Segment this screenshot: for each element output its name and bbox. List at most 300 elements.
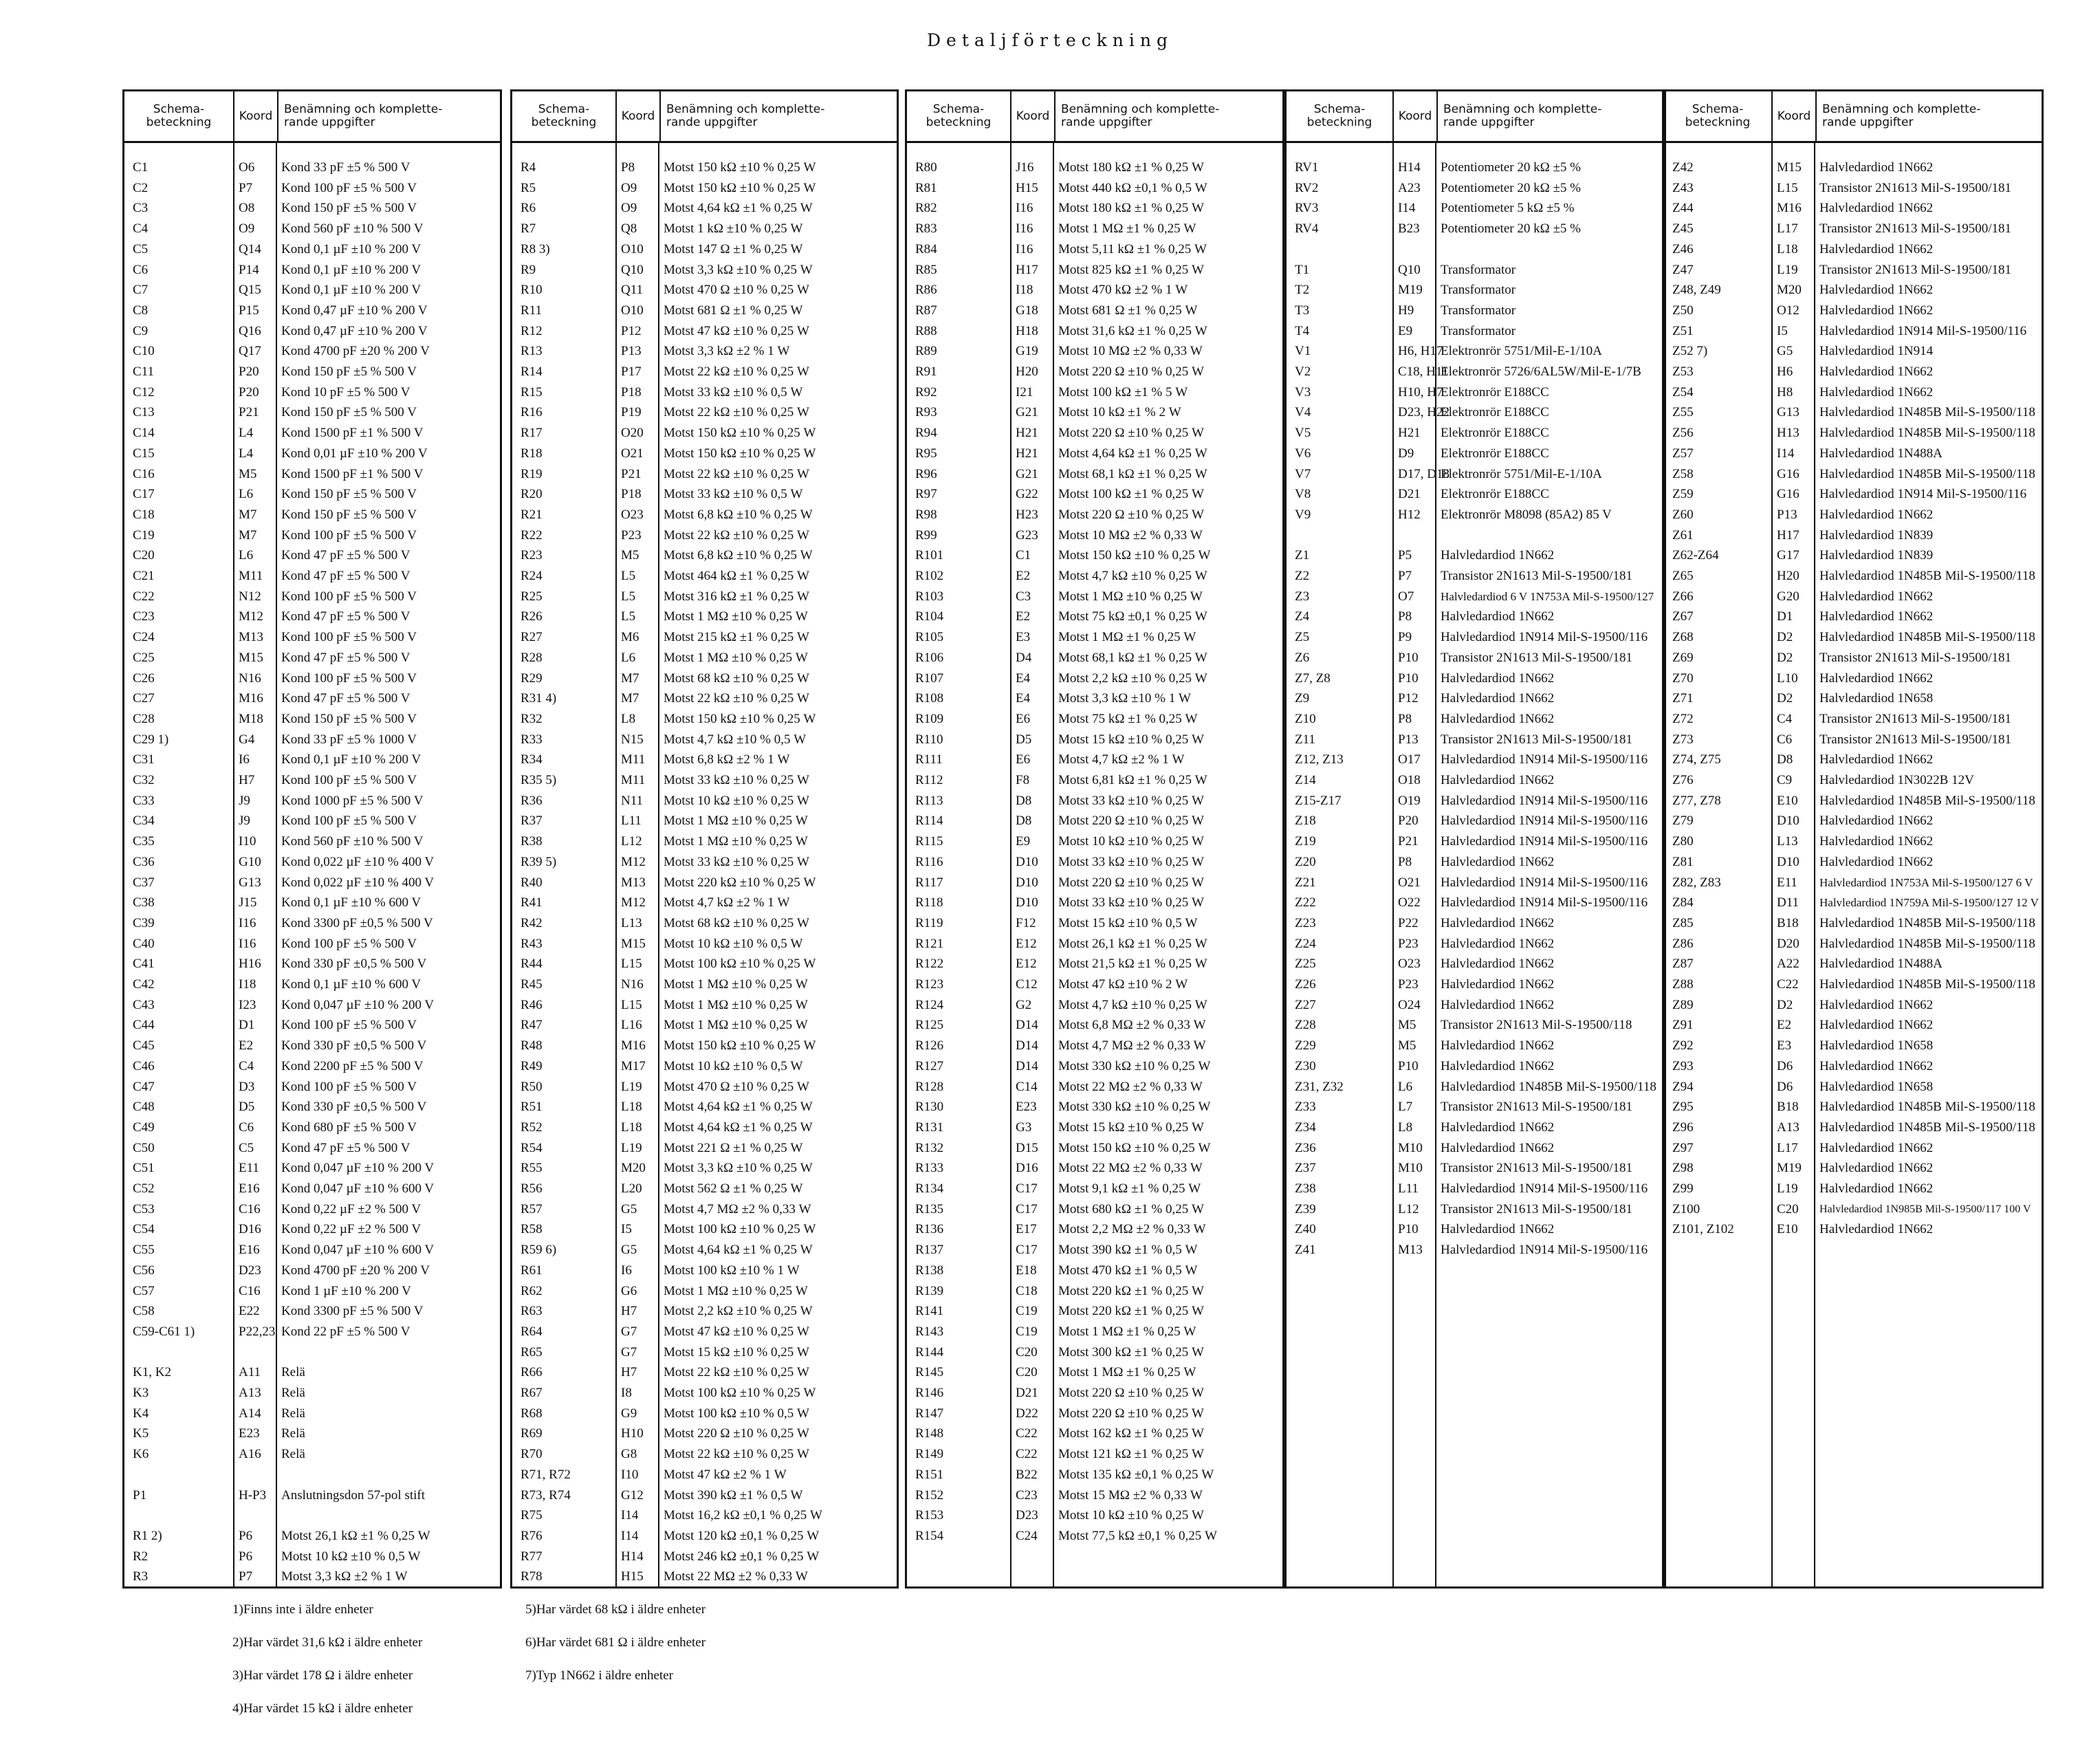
table-row [512, 1404, 897, 1423]
table-header [124, 91, 500, 143]
coord-cell: L15 [621, 997, 642, 1012]
coord-cell: C6 [239, 1120, 254, 1135]
designation-cell: R33 [521, 732, 543, 747]
description-cell: Halvledardiod 1N914 Mil-S-19500/116 [1819, 323, 2027, 338]
table-row [907, 1261, 1282, 1280]
table-row [124, 1465, 500, 1485]
table-row [512, 1097, 897, 1117]
coord-cell: J9 [239, 793, 250, 808]
designation-cell: R94 [915, 426, 937, 441]
description-cell: Halvledardiod 1N662 [1819, 609, 1934, 624]
designation-cell: Z56 [1672, 426, 1694, 441]
coord-cell: B23 [1398, 221, 1420, 237]
coord-cell: M11 [239, 569, 263, 583]
table-row [512, 770, 897, 790]
description-cell: Kond 100 pF ±5 % 500 V [281, 670, 417, 686]
table-row [512, 1138, 897, 1158]
designation-cell: C37 [133, 875, 155, 890]
description-cell: Motst 22 kΩ ±10 % 0,25 W [664, 1365, 809, 1380]
table-row [1287, 219, 1664, 239]
description-cell: Transistor 2N1613 Mil-S-19500/181 [1819, 711, 2012, 726]
coord-cell: D22 [1016, 1406, 1038, 1421]
description-cell: Motst 33 kΩ ±10 % 0,25 W [1058, 793, 1204, 808]
description-cell: Transistor 2N1613 Mil-S-19500/181 [1819, 262, 2012, 277]
designation-cell: T4 [1295, 323, 1310, 338]
description-cell: Motst 1 kΩ ±10 % 0,25 W [664, 221, 803, 237]
table-row [124, 1526, 500, 1546]
coord-cell: D1 [239, 1018, 255, 1033]
table-row [512, 1179, 897, 1199]
coord-cell: D5 [1016, 732, 1032, 747]
designation-cell: R119 [915, 915, 943, 930]
designation-cell: V7 [1295, 466, 1311, 481]
table-row [124, 545, 500, 565]
coord-cell: L13 [621, 915, 642, 930]
description-cell: Motst 75 kΩ ±0,1 % 0,25 W [1058, 609, 1207, 624]
table-row [907, 1036, 1282, 1056]
designation-cell: R115 [915, 834, 943, 849]
coord-cell: H6, H17 [1398, 344, 1443, 359]
table-row [124, 750, 500, 770]
coord-cell: L6 [1398, 1079, 1413, 1094]
coord-cell: E6 [1016, 752, 1031, 767]
table-row [124, 1404, 500, 1423]
coord-cell: L6 [621, 650, 636, 665]
table-row [1664, 607, 2042, 626]
coord-cell: G19 [1016, 344, 1038, 359]
coord-cell: P10 [1398, 670, 1419, 686]
coord-cell: E16 [239, 1181, 260, 1196]
description-cell: Motst 10 kΩ ±10 % 0,5 W [664, 1058, 803, 1073]
coord-cell: P6 [239, 1549, 253, 1564]
description-cell: Kond 3300 pF ±0,5 % 500 V [281, 915, 433, 930]
coord-cell: D8 [1777, 752, 1793, 767]
description-cell: Halvledardiod 1N662 [1819, 854, 1934, 869]
description-cell: Motst 1 MΩ ±10 % 0,25 W [1058, 589, 1203, 604]
table-row [1664, 750, 2042, 770]
description-cell: Motst 26,1 kΩ ±1 % 0,25 W [281, 1528, 430, 1543]
designation-cell: R64 [521, 1324, 543, 1339]
table-row [1664, 974, 2042, 994]
coord-cell: E12 [1016, 936, 1037, 951]
designation-cell: R113 [915, 793, 943, 808]
description-cell: Halvledardiod 1N662 [1819, 241, 1934, 257]
description-cell: Halvledardiod 1N914 Mil-S-19500/116 [1441, 875, 1648, 890]
description-cell: Halvledardiod 1N662 [1819, 1161, 1934, 1176]
designation-cell: Z26 [1295, 977, 1316, 992]
description-cell: Motst 47 kΩ ±2 % 1 W [664, 1467, 787, 1482]
description-cell: Motst 3,3 kΩ ±2 % 1 W [281, 1569, 408, 1584]
table-row [907, 607, 1282, 626]
description-cell: Elektronrör E188CC [1441, 446, 1549, 461]
table-row [512, 280, 897, 300]
description-cell: Motst 1 MΩ ±10 % 0,25 W [664, 834, 808, 849]
description-cell: Halvledardiod 1N485B Mil-S-19500/118 [1819, 1100, 2035, 1115]
coord-cell: B18 [1777, 915, 1799, 930]
designation-cell: R9 [521, 262, 536, 277]
coord-cell: L5 [621, 589, 636, 604]
designation-cell: R35 5) [521, 773, 557, 787]
coord-cell: A13 [1777, 1120, 1800, 1135]
table-row [1287, 811, 1664, 831]
table-row [512, 1015, 897, 1035]
coord-cell: C19 [1016, 1304, 1038, 1319]
table-row [1287, 1199, 1664, 1219]
table-row [124, 770, 500, 790]
table-row [124, 1383, 500, 1403]
coord-cell: I14 [621, 1508, 639, 1523]
coord-cell: N12 [239, 589, 261, 604]
designation-cell: Z3 [1295, 589, 1310, 604]
coord-cell: C6 [1777, 732, 1793, 747]
coord-cell: G16 [1777, 466, 1800, 481]
designation-cell: R16 [521, 405, 543, 420]
coord-cell: M16 [621, 1038, 646, 1054]
coord-cell: E9 [1398, 323, 1413, 338]
coord-cell: D2 [1777, 691, 1793, 706]
coord-cell: B22 [1016, 1467, 1038, 1482]
coord-cell: P8 [1398, 711, 1412, 726]
description-cell: Kond 1500 pF ±1 % 500 V [281, 466, 424, 481]
description-cell: Motst 22 kΩ ±10 % 0,25 W [664, 527, 809, 543]
coord-cell: C16 [239, 1201, 261, 1216]
designation-cell: R82 [915, 201, 937, 216]
description-cell: Potentiometer 20 kΩ ±5 % [1441, 160, 1581, 175]
coord-cell: E4 [1016, 670, 1031, 686]
coord-cell: H16 [239, 957, 261, 972]
designation-cell: R6 [521, 201, 536, 216]
description-cell: Halvledardiod 1N485B Mil-S-19500/118 [1819, 466, 2035, 481]
description-cell: Elektronrör E188CC [1441, 426, 1549, 441]
coord-cell: G10 [239, 854, 261, 869]
table-row [512, 730, 897, 750]
parts-table [905, 89, 1284, 1589]
coord-cell: G16 [1777, 487, 1800, 502]
designation-cell: Z97 [1672, 1140, 1694, 1155]
designation-cell: Z54 [1672, 384, 1694, 400]
designation-cell: Z6 [1295, 650, 1310, 665]
coord-cell: M17 [621, 1058, 646, 1073]
description-cell: Kond 150 pF ±5 % 500 V [281, 711, 417, 726]
table-row [124, 1036, 500, 1056]
coord-cell: H23 [1016, 507, 1038, 522]
coord-cell: O9 [621, 180, 637, 195]
coord-cell: L20 [621, 1181, 642, 1196]
description-cell: Motst 221 Ω ±1 % 0,25 W [664, 1140, 803, 1155]
coord-cell: Q14 [239, 241, 261, 257]
table-row [512, 709, 897, 729]
description-cell: Motst 220 Ω ±10 % 0,25 W [1058, 507, 1204, 522]
table-row [512, 1056, 897, 1076]
description-cell: Motst 440 kΩ ±0,1 % 0,5 W [1058, 180, 1207, 195]
coord-cell: L16 [621, 1018, 642, 1033]
table-row [1664, 362, 2042, 382]
table-row [1287, 1036, 1664, 1056]
table-row [907, 1485, 1282, 1505]
coord-cell: D10 [1777, 854, 1800, 869]
coord-cell: M18 [239, 711, 263, 726]
designation-cell: K5 [133, 1426, 149, 1441]
designation-cell: R68 [521, 1406, 543, 1421]
description-cell: Kond 0,047 µF ±10 % 200 V [281, 1161, 435, 1176]
coord-cell: O23 [621, 507, 644, 522]
description-cell: Motst 470 Ω ±10 % 0,25 W [664, 1079, 809, 1094]
designation-cell: R101 [915, 548, 944, 563]
table-row [1287, 791, 1664, 811]
designation-cell: R96 [915, 466, 937, 481]
coord-cell: M7 [621, 670, 639, 686]
coord-cell: C20 [1016, 1365, 1038, 1380]
coord-cell: P21 [621, 466, 642, 481]
header-designation: Schema- beteckning [531, 102, 597, 129]
table-row [1287, 280, 1664, 300]
designation-cell: T1 [1295, 262, 1310, 277]
table-row [512, 831, 897, 851]
description-cell: Halvledardiod 1N485B Mil-S-19500/118 [1819, 426, 2035, 441]
table-row [124, 688, 500, 708]
description-cell: Kond 1 µF ±10 % 200 V [281, 1283, 411, 1298]
coord-cell: C5 [239, 1140, 254, 1155]
description-cell: Motst 9,1 kΩ ±1 % 0,25 W [1058, 1181, 1201, 1196]
table-row [1287, 1138, 1664, 1158]
designation-cell: R110 [915, 732, 943, 747]
description-cell: Motst 150 kΩ ±10 % 0,25 W [664, 1038, 816, 1054]
coord-cell: G9 [621, 1406, 637, 1421]
coord-cell: D5 [239, 1100, 255, 1115]
description-cell: Motst 2,2 kΩ ±10 % 0,25 W [664, 1304, 813, 1319]
coord-cell: D17, D18 [1398, 466, 1450, 481]
coord-cell: M11 [621, 773, 646, 787]
designation-cell: R42 [521, 915, 543, 930]
designation-cell: Z22 [1295, 895, 1316, 910]
description-cell: Kond 0,1 µF ±10 % 200 V [281, 752, 422, 767]
table-row [1664, 464, 2042, 484]
designation-cell: C58 [133, 1304, 155, 1319]
description-cell: Halvledardiod 1N485B Mil-S-19500/118 [1819, 977, 2035, 992]
coord-cell: O8 [239, 201, 255, 216]
designation-cell: C44 [133, 1018, 155, 1033]
table-row [1287, 157, 1664, 177]
coord-cell: O18 [1398, 773, 1421, 787]
coord-cell: L18 [621, 1100, 642, 1115]
header-designation: Schema- beteckning [146, 102, 212, 129]
description-cell: Motst 47 kΩ ±10 % 0,25 W [664, 323, 809, 338]
table-row [907, 321, 1282, 341]
description-cell: Motst 681 Ω ±1 % 0,25 W [1058, 303, 1198, 318]
description-cell: Motst 220 Ω ±10 % 0,25 W [1058, 1386, 1204, 1400]
designation-cell: Z60 [1672, 507, 1694, 522]
coord-cell: P18 [621, 384, 642, 400]
table-row [907, 730, 1282, 750]
description-cell: Kond 47 pF ±5 % 500 V [281, 569, 411, 583]
table-row [512, 1036, 897, 1056]
coord-cell: M10 [1398, 1161, 1423, 1176]
description-cell: Halvledardiod 1N658 [1819, 1038, 1934, 1054]
designation-cell: C2 [133, 180, 149, 195]
description-cell: Motst 220 Ω ±10 % 0,25 W [1058, 814, 1204, 829]
designation-cell: R70 [521, 1447, 543, 1462]
coord-cell: E10 [1777, 793, 1798, 808]
designation-cell: R136 [915, 1222, 944, 1237]
coord-cell: C24 [1016, 1528, 1038, 1543]
coord-cell: I6 [239, 752, 250, 767]
designation-cell: C20 [133, 548, 155, 563]
designation-cell: R84 [915, 241, 937, 257]
designation-cell: Z11 [1295, 732, 1315, 747]
table-row [512, 178, 897, 198]
designation-cell: Z67 [1672, 609, 1694, 624]
description-cell: Kond 2200 pF ±5 % 500 V [281, 1058, 424, 1073]
table-row [1287, 362, 1664, 382]
designation-cell: C18 [133, 507, 155, 522]
description-cell: Halvledardiod 1N662 [1819, 752, 1934, 767]
designation-cell: R26 [521, 609, 543, 624]
coord-cell: D4 [1016, 650, 1032, 665]
coord-cell: H10 [621, 1426, 644, 1441]
header-description: Benämning och komplette- rande uppgifter [284, 102, 443, 129]
designation-cell: Z1 [1295, 548, 1310, 563]
parts-table [122, 89, 502, 1589]
description-cell: Elektronrör 5751/Mil-E-1/10A [1441, 466, 1602, 481]
description-cell: Motst 470 kΩ ±1 % 0,5 W [1058, 1263, 1198, 1278]
designation-cell: Z14 [1295, 773, 1316, 787]
table-row [907, 566, 1282, 586]
coord-cell: I16 [1016, 221, 1033, 237]
coord-cell: G18 [1016, 303, 1038, 318]
coord-cell: L18 [1777, 241, 1798, 257]
coord-cell: I16 [239, 936, 256, 951]
coord-cell: I14 [621, 1528, 639, 1543]
table-row [512, 1362, 897, 1382]
designation-cell: C43 [133, 997, 155, 1012]
coord-cell: C9 [1777, 773, 1793, 787]
description-cell: Motst 220 Ω ±10 % 0,25 W [1058, 1406, 1204, 1421]
coord-cell: C19 [1016, 1324, 1038, 1339]
designation-cell: Z65 [1672, 569, 1694, 583]
table-row [1664, 219, 2042, 239]
designation-cell: Z77, Z78 [1672, 793, 1721, 808]
description-cell: Halvledardiod 1N914 Mil-S-19500/116 [1819, 487, 2027, 502]
table-row [1664, 1199, 2042, 1219]
description-cell: Halvledardiod 1N662 [1819, 364, 1934, 379]
table-row [907, 873, 1282, 893]
table-row [1287, 382, 1664, 402]
table-row [512, 219, 897, 239]
header-coord: Koord [233, 91, 278, 141]
designation-cell: R146 [915, 1386, 944, 1400]
coord-cell: P8 [1398, 854, 1412, 869]
table-row [124, 1056, 500, 1076]
coord-cell: E2 [239, 1038, 254, 1054]
description-cell: Motst 2,2 MΩ ±2 % 0,33 W [1058, 1222, 1206, 1237]
designation-cell: R23 [521, 548, 543, 563]
designation-cell: C27 [133, 691, 155, 706]
coord-cell: B18 [1777, 1100, 1799, 1115]
designation-cell: C45 [133, 1038, 155, 1054]
table-row [512, 791, 897, 811]
designation-cell: Z45 [1672, 221, 1694, 237]
description-cell: Relä [281, 1406, 305, 1421]
table-row [1664, 484, 2042, 504]
description-cell: Potentiometer 5 kΩ ±5 % [1441, 201, 1575, 216]
table-row [907, 178, 1282, 198]
table-row [907, 750, 1282, 770]
designation-cell: Z95 [1672, 1100, 1694, 1115]
coord-cell: G7 [621, 1324, 637, 1339]
coord-cell: P13 [1777, 507, 1797, 522]
table-row [1664, 1077, 2042, 1097]
designation-cell: V5 [1295, 426, 1311, 441]
description-cell: Halvledardiod 1N662 [1819, 507, 1934, 522]
description-cell: Kond 100 pF ±5 % 500 V [281, 1079, 417, 1094]
designation-cell: Z15-Z17 [1295, 793, 1342, 808]
coord-cell: O21 [1398, 875, 1421, 890]
designation-cell: R44 [521, 957, 543, 972]
coord-cell: I16 [239, 915, 256, 930]
table-row [124, 362, 500, 382]
designation-cell: Z41 [1295, 1243, 1316, 1258]
designation-cell: R7 [521, 221, 536, 237]
designation-cell: V8 [1295, 487, 1311, 502]
description-cell: Motst 220 Ω ±10 % 0,25 W [664, 1426, 809, 1441]
table-row [512, 1383, 897, 1403]
designation-cell: C39 [133, 915, 155, 930]
designation-cell: Z18 [1295, 814, 1316, 829]
table-row [1664, 995, 2042, 1015]
description-cell: Kond 100 pF ±5 % 500 V [281, 589, 417, 604]
designation-cell: Z89 [1672, 997, 1694, 1012]
designation-cell: Z20 [1295, 854, 1316, 869]
coord-cell: C4 [239, 1058, 254, 1073]
table-row [1287, 301, 1664, 320]
coord-cell: H17 [1016, 262, 1038, 277]
table-row [512, 1567, 897, 1586]
designation-cell: Z21 [1295, 875, 1316, 890]
coord-cell: E11 [239, 1161, 259, 1176]
table-row [124, 873, 500, 893]
description-cell: Transistor 2N1613 Mil-S-19500/181 [1441, 1100, 1633, 1115]
coord-cell: O6 [239, 160, 255, 175]
description-cell: Kond 0,022 µF ±10 % 400 V [281, 854, 435, 869]
designation-cell: R41 [521, 895, 543, 910]
description-cell: Halvledardiod 1N485B Mil-S-19500/118 [1819, 1120, 2035, 1135]
designation-cell: Z40 [1295, 1222, 1316, 1237]
coord-cell: M20 [1777, 283, 1802, 298]
description-cell: Kond 1500 pF ±1 % 500 V [281, 426, 424, 441]
designation-cell: R8 3) [521, 241, 550, 257]
coord-cell: O12 [1777, 303, 1800, 318]
coord-cell: L15 [1777, 180, 1798, 195]
description-cell: Kond 150 pF ±5 % 500 V [281, 507, 417, 522]
description-cell: Halvledardiod 1N485B Mil-S-19500/118 [1819, 915, 2035, 930]
description-cell: Kond 4700 pF ±20 % 200 V [281, 344, 430, 359]
designation-cell: C42 [133, 977, 155, 992]
table-row [124, 1117, 500, 1137]
coord-cell: I14 [1777, 446, 1795, 461]
designation-cell: R27 [521, 630, 543, 645]
table-row [124, 668, 500, 688]
description-cell: Kond 0,1 µF ±10 % 200 V [281, 262, 422, 277]
designation-cell: C13 [133, 405, 155, 420]
coord-cell: O9 [621, 201, 637, 216]
designation-cell: R144 [915, 1344, 944, 1360]
table-row [907, 157, 1282, 177]
designation-cell: R125 [915, 1018, 944, 1033]
coord-cell: Q10 [1398, 262, 1421, 277]
coord-cell: G8 [621, 1447, 637, 1462]
designation-cell: R127 [915, 1058, 944, 1073]
table-row [512, 402, 897, 422]
